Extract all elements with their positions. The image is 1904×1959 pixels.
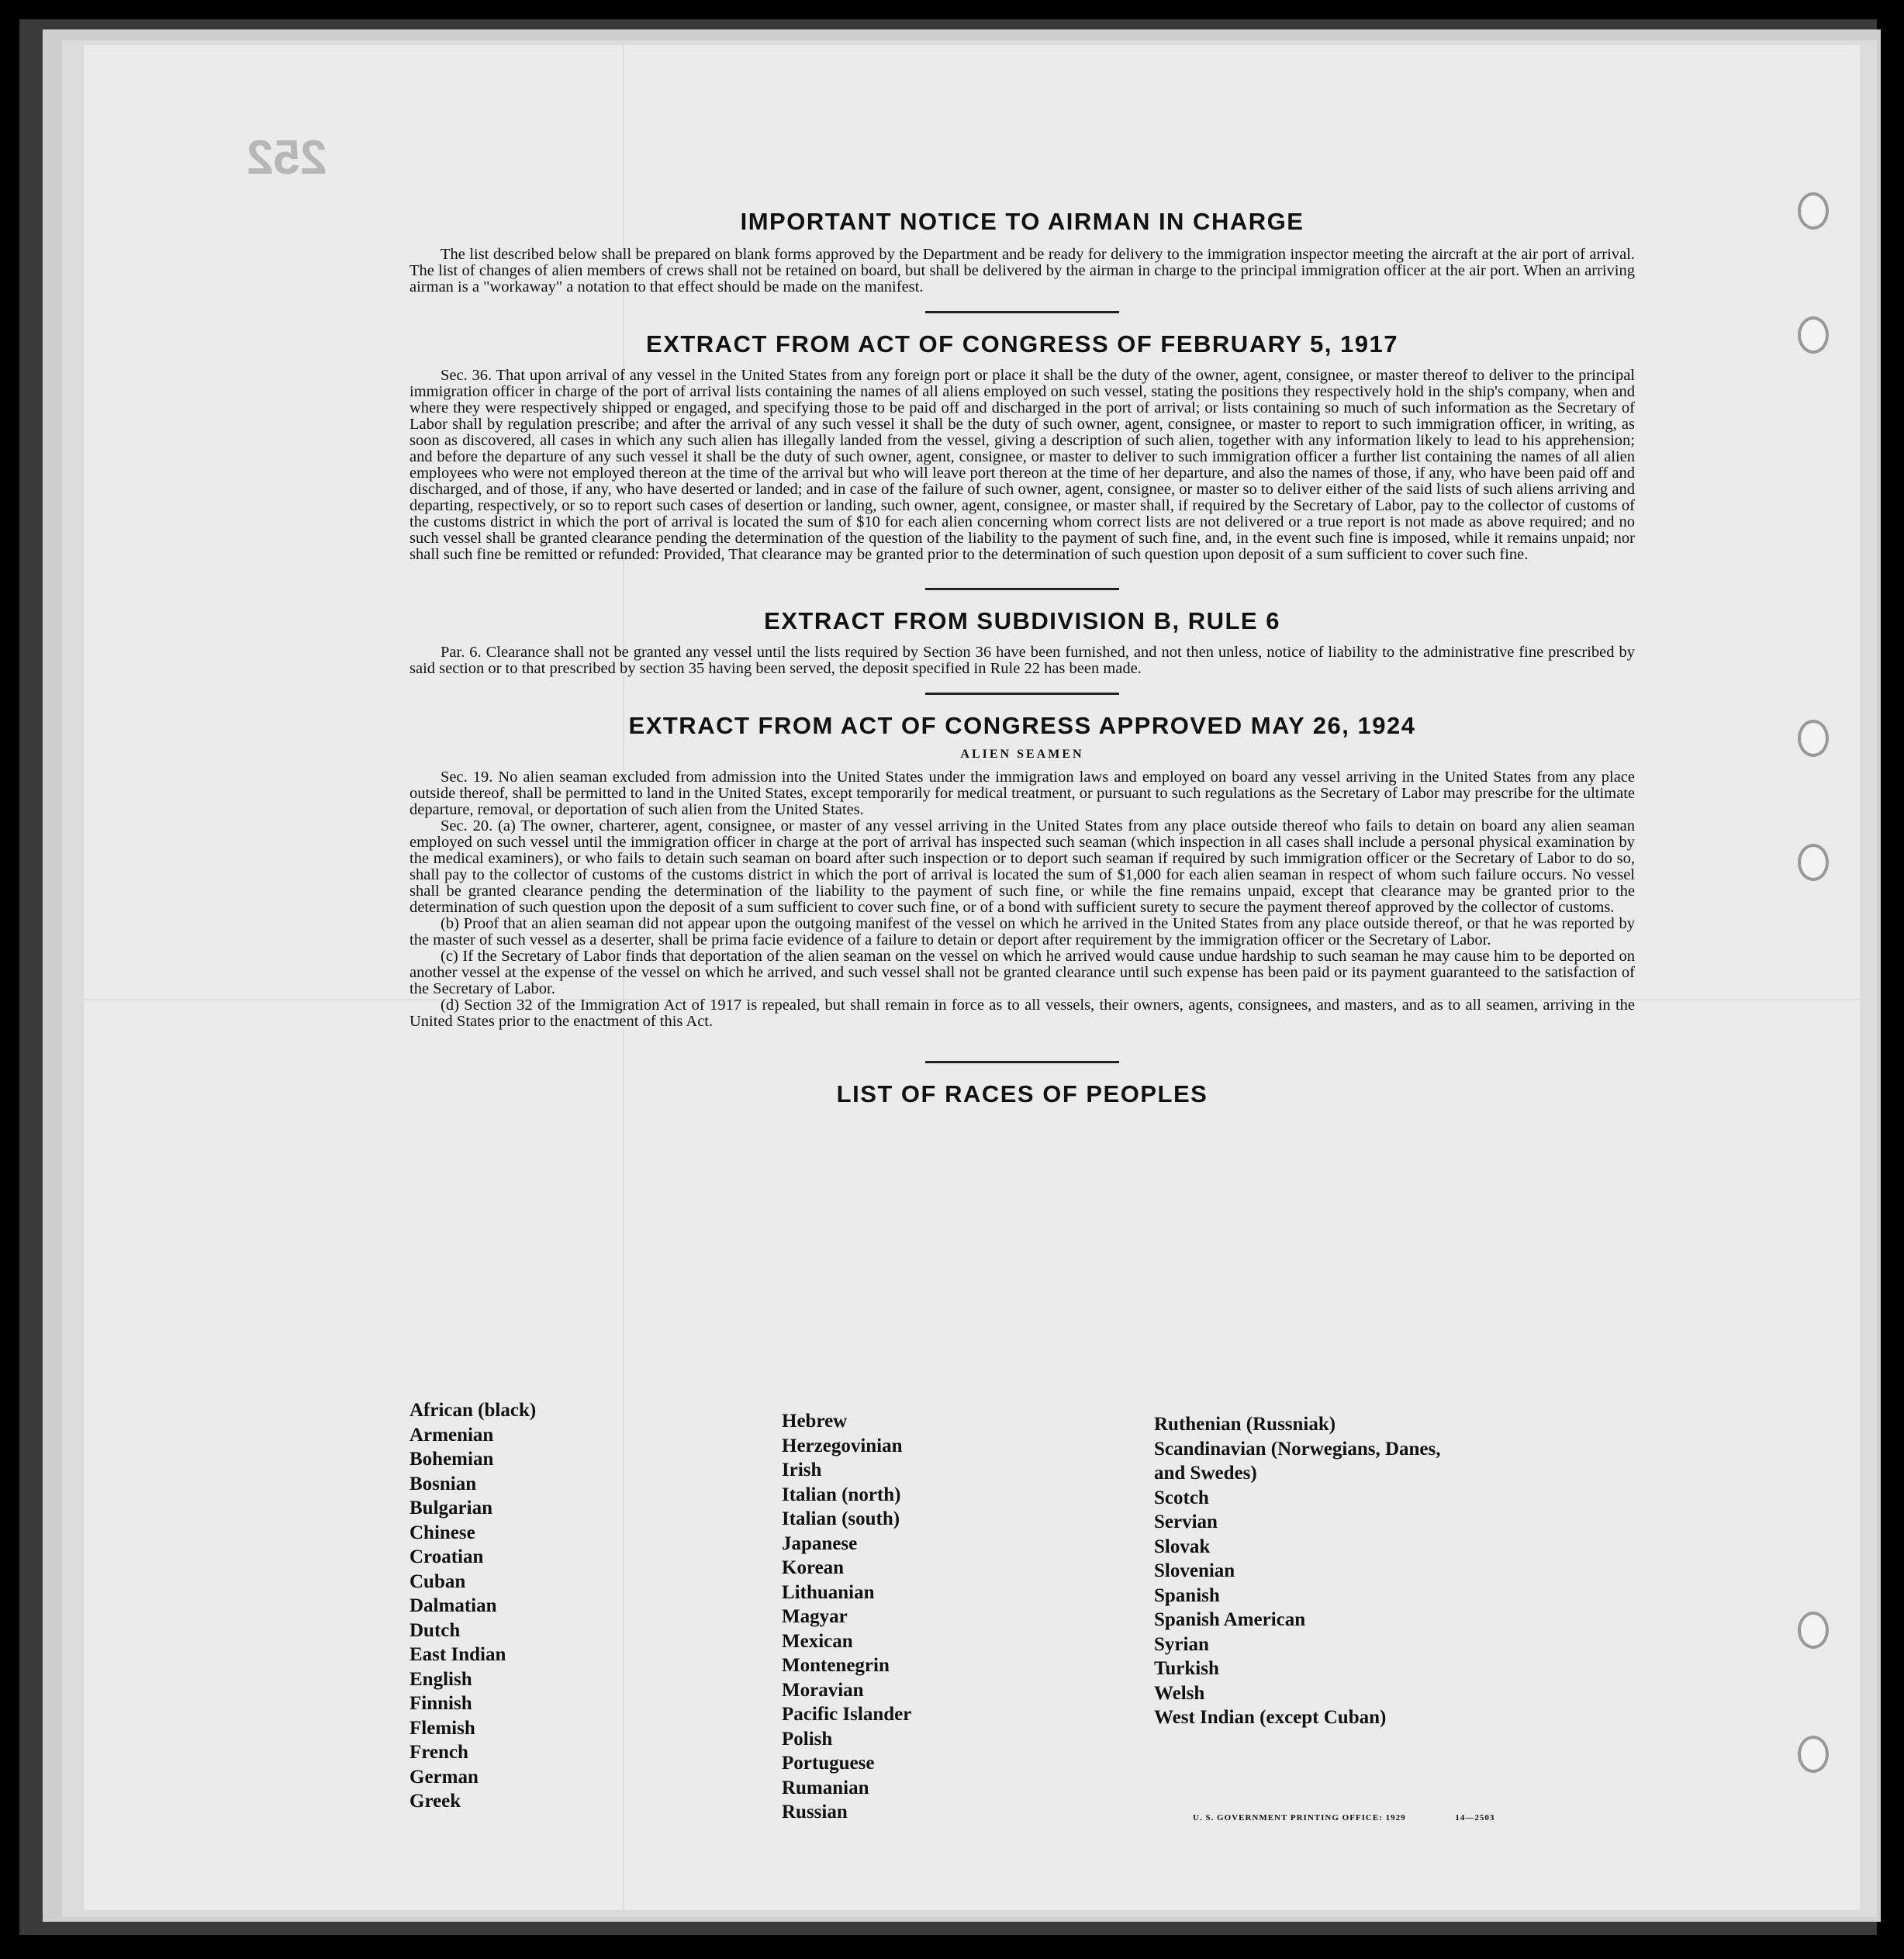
race-item: Spanish bbox=[1154, 1584, 1220, 1606]
race-item: Russian bbox=[782, 1802, 848, 1823]
binder-hole bbox=[1798, 1612, 1829, 1649]
race-item: Korean bbox=[782, 1557, 845, 1578]
binder-hole bbox=[1798, 316, 1829, 354]
race-item: Irish bbox=[782, 1460, 822, 1480]
act-1924-sec19: Sec. 19. No alien seaman excluded from admission into the United States under the immigration laws and employed on board any vessel arriving in the United States from any place outside thereof, shall be permitted to land in the United States, except temporarily for medical treatment, or pursuant to such regulations as the Secretary of Labor may prescribe for the ultimate departure, removal, or deportation of such alien from the United States. bbox=[409, 769, 1635, 818]
race-item: Italian (south) bbox=[782, 1508, 900, 1529]
race-item: Syrian bbox=[1154, 1633, 1209, 1655]
notice-title: IMPORTANT NOTICE TO AIRMAN IN CHARGE bbox=[740, 208, 1304, 235]
act-1917-title: EXTRACT FROM ACT OF CONGRESS OF FEBRUARY 5, 1917 bbox=[646, 330, 1398, 358]
races-title: LIST OF RACES OF PEOPLES bbox=[836, 1080, 1208, 1107]
section-divider bbox=[925, 311, 1119, 313]
document-page bbox=[84, 45, 1860, 1910]
race-item: Bohemian bbox=[409, 1449, 494, 1470]
section-divider bbox=[925, 693, 1119, 695]
race-item: African (black) bbox=[409, 1400, 537, 1421]
race-item: Chinese bbox=[409, 1522, 475, 1543]
race-item: English bbox=[409, 1668, 472, 1690]
race-item: East Indian bbox=[409, 1644, 506, 1665]
race-item: Lithuanian bbox=[782, 1581, 875, 1603]
race-item: Moravian bbox=[782, 1679, 864, 1701]
section-divider bbox=[925, 1061, 1119, 1063]
race-item: Polish bbox=[782, 1728, 833, 1750]
race-item: Japanese bbox=[782, 1532, 858, 1554]
race-item: Turkish bbox=[1154, 1658, 1219, 1679]
act-1924-sec20a: Sec. 20. (a) The owner, charterer, agent, consignee, or master of any vessel arriving in the United States from any place outside thereof who fails to detain on board any alien seaman employed on such vessel until the immigration officer in charge at the port of arrival has inspected such seaman (which inspection in all cases shall include a personal physical examination by the medical examiners), or who fails to detain such seaman on board after such inspection or to deport such seaman if required by such immigration officer or the Secretary of Labor to do so, shall pay to the collector of customs of the customs district in which the port of arrival is located the sum of $1,000 for each alien seaman in respect of whom such failure occurs. No vessel shall be granted clearance pending the determination of the liability to the payment of such fine, or while the fine remains unpaid, except that clearance may be granted prior to the determination of such question upon the deposit of a sum sufficient to cover such fine, or of a bond with sufficient surety to secure the payment thereof approved by the collector of customs. bbox=[409, 817, 1635, 916]
race-item: Greek bbox=[409, 1791, 461, 1812]
race-item: Flemish bbox=[409, 1717, 475, 1739]
race-item: Scandinavian (Norwegians, Danes, and Swedes) bbox=[1154, 1438, 1441, 1484]
rule6-body: Par. 6. Clearance shall not be granted any vessel until the lists required by Section 36 have been furnished, and not then unless, notice of liability to the administrative fine prescribed by said section or to that prescribed by section 35 having been served, the deposit specified in Rule 22 has been made. bbox=[409, 644, 1635, 677]
race-item: German bbox=[409, 1766, 479, 1788]
race-item: Ruthenian (Russniak) bbox=[1154, 1414, 1336, 1435]
act-1924-title: EXTRACT FROM ACT OF CONGRESS APPROVED MAY 26, 1924 bbox=[628, 712, 1416, 739]
notice-content bbox=[409, 208, 1635, 1108]
race-item: Welsh bbox=[1154, 1682, 1205, 1704]
act-1924-sec20c: (c) If the Secretary of Labor finds that deportation of the alien seaman on the vessel on which he arrived would cause undue hardship to such seaman he may cause him to be deported on another vessel at the expense of the vessel on which he arrived, and such vessel shall not be granted clearance until such expense has been paid or its payment guaranteed to the satisfaction of the Secretary of Labor. bbox=[409, 948, 1635, 997]
races-column-2 bbox=[782, 1409, 911, 1825]
race-item: French bbox=[409, 1742, 468, 1763]
race-item: Hebrew bbox=[782, 1411, 848, 1432]
race-item: Bulgarian bbox=[409, 1498, 492, 1518]
race-item: West Indian (except Cuban) bbox=[1154, 1707, 1387, 1728]
race-item: Slovenian bbox=[1154, 1560, 1235, 1581]
act-1924-sec20d: (d) Section 32 of the Immigration Act of 1917 is repealed, but shall remain in force as to all vessels, their owners, agents, consignees, and masters, and as to all seamen, arriving in the United States prior to the enactment of this Act. bbox=[409, 997, 1635, 1030]
race-item: Armenian bbox=[409, 1424, 494, 1446]
race-item: Pacific Islander bbox=[782, 1704, 912, 1725]
race-item: Croatian bbox=[409, 1546, 484, 1567]
printer-imprint: U. S. GOVERNMENT PRINTING OFFICE: 1929 bbox=[1193, 1813, 1406, 1823]
race-item: Finnish bbox=[409, 1693, 472, 1714]
page-number: 252 bbox=[247, 131, 327, 185]
act-1917-body: Sec. 36. That upon arrival of any vessel in the United States from any foreign port or place it shall be the duty of the owner, agent, consignee, or master thereof to deliver to the principal immigration officer in charge of the port of arrival lists containing the names of all aliens employed on such vessel, stating the positions they respectively hold in the ship's company, when and where they were respectively shipped or engaged, and specifying those to be paid off and discharged in the port of arrival; or lists containing so much of such information as the Secretary of Labor shall by regulation prescribe; and after the arrival of any such vessel it shall be the duty of such owner, agent, consignee, or master to report to such immigration officer, in writing, as soon as discovered, all cases in which any such alien has illegally landed from the vessel, giving a description of such alien, together with any information likely to lead to his apprehension; and before the departure of any such vessel it shall be the duty of such owner, agent, consignee, or master to deliver to such immigration officer a further list containing the names of all alien employees who were not employed thereon at the time of the arrival but who will leave port thereon at the time of her departure, and also the names of those, if any, who have been paid off and discharged, and of those, if any, who have deserted or landed; and in case of the failure of such owner, agent, consignee, or master so to deliver either of the said lists of such aliens arriving and departing, respectively, or so to report such cases of desertion or landing, such owner, agent, consignee, or master shall, if required by the Secretary of Labor, pay to the collector of customs of the customs district in which the port of arrival is located the sum of $10 for each alien concerning whom correct lists are not delivered or a true report is not made as above required; and no such vessel shall be granted clearance pending the determination of the question of the liability to the payment of such fine, and, in the event such fine is imposed, while it remains unpaid; nor shall such fine be remitted or refunded: Provided, That clearance may be granted prior to the determination of such question upon deposit of a sum sufficient to cover such fine. bbox=[409, 367, 1635, 563]
race-item: Scotch bbox=[1154, 1487, 1209, 1508]
printer-footer bbox=[1193, 1813, 1541, 1823]
race-item: Mexican bbox=[782, 1630, 853, 1652]
act-1924-sec20b: (b) Proof that an alien seaman did not appear upon the outgoing manifest of the vessel on which he arrived in the United States from any place outside thereof, or that he was reported by the master of such vessel as a deserter, shall be prima facie evidence of a failure to detain or deport after requirement by the immigration officer or the Secretary of Labor. bbox=[409, 915, 1635, 948]
binder-hole bbox=[1798, 192, 1829, 230]
race-item: Montenegrin bbox=[782, 1655, 890, 1676]
section-divider bbox=[925, 588, 1119, 590]
binder-hole bbox=[1798, 720, 1829, 757]
races-column-1 bbox=[409, 1398, 536, 1814]
act-1924-subtitle: ALIEN SEAMEN bbox=[960, 748, 1084, 761]
races-column-3 bbox=[1154, 1412, 1441, 1730]
notice-body: The list described below shall be prepared on blank forms approved by the Department and be ready for delivery to the immigration inspector meeting the aircraft at the air port of arrival. The list of changes of alien members of crews shall not be retained on board, but shall be delivered by the airman in charge to the principal immigration officer at the air port. When an arriving airman is a "workaway" a notation to that effect should be made on the manifest. bbox=[409, 246, 1635, 295]
race-item: Magyar bbox=[782, 1606, 848, 1627]
form-number: 14—2503 bbox=[1455, 1813, 1495, 1823]
race-item: Dalmatian bbox=[409, 1595, 497, 1616]
race-item: Herzegovinian bbox=[782, 1435, 903, 1456]
race-item: Servian bbox=[1154, 1512, 1218, 1532]
rule6-title: EXTRACT FROM SUBDIVISION B, RULE 6 bbox=[764, 607, 1280, 634]
race-item: Slovak bbox=[1154, 1536, 1211, 1557]
binder-hole bbox=[1798, 844, 1829, 881]
race-item: Spanish American bbox=[1154, 1609, 1306, 1630]
race-item: Portuguese bbox=[782, 1753, 875, 1774]
race-item: Cuban bbox=[409, 1570, 466, 1592]
binder-hole bbox=[1798, 1736, 1829, 1773]
race-item: Dutch bbox=[409, 1619, 461, 1641]
race-item: Bosnian bbox=[409, 1473, 477, 1494]
race-item: Rumanian bbox=[782, 1777, 869, 1798]
race-item: Italian (north) bbox=[782, 1484, 901, 1505]
